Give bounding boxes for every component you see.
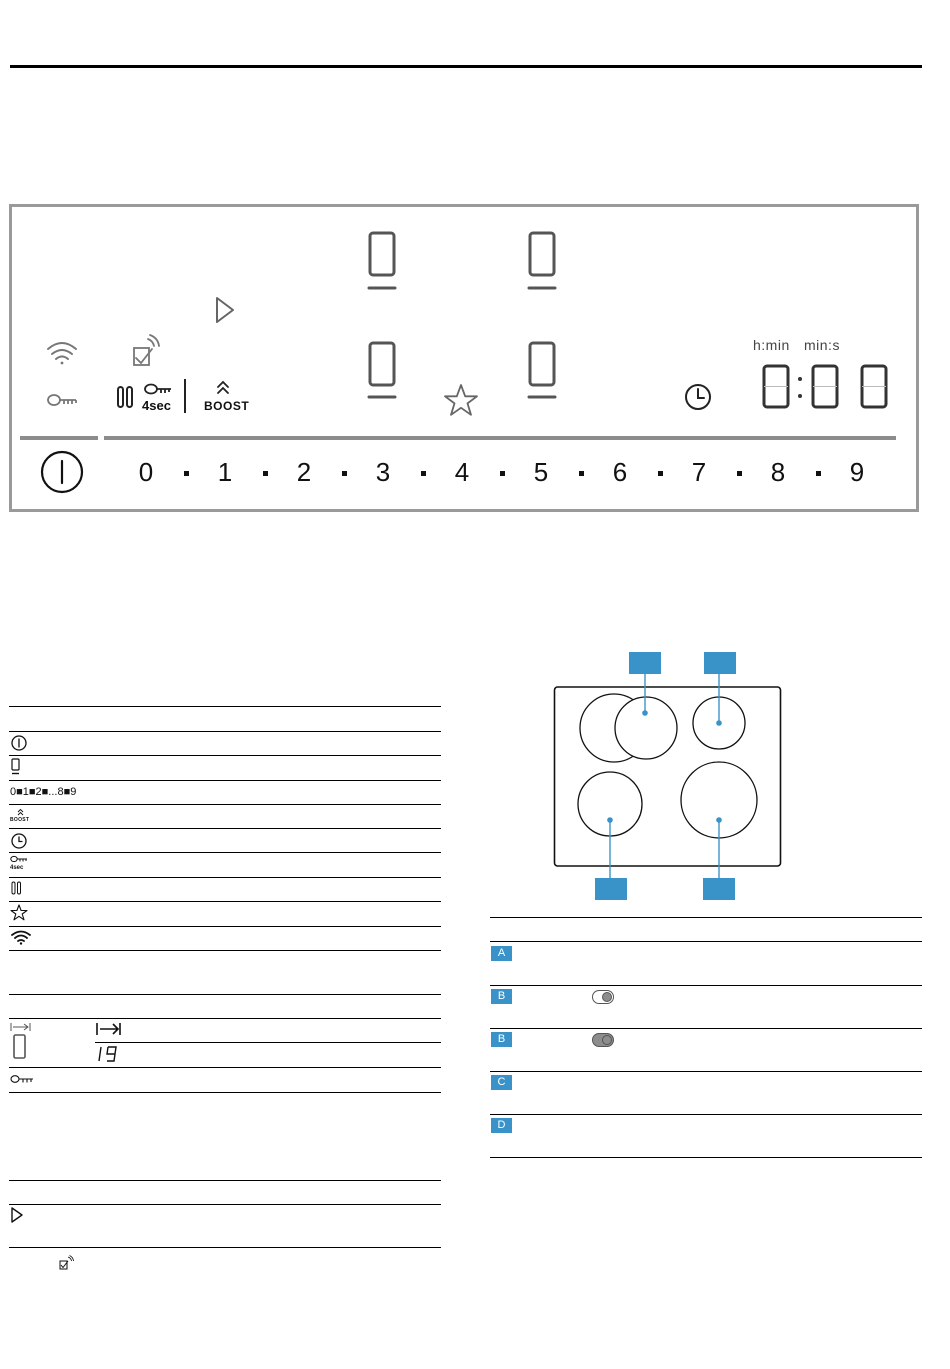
childlock-key-icon (10, 855, 30, 865)
zone-c-marker (607, 817, 613, 823)
zone-tag-b (704, 652, 736, 674)
hob-diagram (550, 650, 790, 902)
power-level-0[interactable]: 0 (138, 457, 154, 487)
symbol-table-rule (9, 901, 441, 902)
clock-icon (10, 832, 28, 850)
power-level-6[interactable]: 6 (612, 457, 628, 487)
timer-display (764, 366, 886, 407)
timer-label-mins: min:s (804, 337, 840, 353)
childlock-key-icon[interactable] (145, 385, 171, 394)
zone-table-rule (490, 1071, 922, 1072)
zone-badge: B (491, 1032, 512, 1047)
power-icon[interactable] (42, 452, 82, 492)
symbol-table-rule (9, 852, 441, 853)
level-separator-dot (658, 471, 663, 476)
zone-table-rule (490, 1028, 922, 1029)
key-icon (10, 1074, 36, 1086)
zone-indicator-icon (10, 758, 22, 776)
key-icon[interactable] (48, 395, 76, 405)
level-separator-dot (342, 471, 347, 476)
level-separator-dot (184, 471, 189, 476)
power-level-9[interactable]: 9 (849, 457, 865, 487)
level-separator-dot (579, 471, 584, 476)
boost-small-label: BOOST (10, 817, 30, 823)
symbol-table-rule (9, 877, 441, 878)
boost-icon[interactable] (218, 382, 228, 393)
symbol-table-rule (9, 828, 441, 829)
zone-tag-d (703, 878, 735, 900)
wifi-icon[interactable] (48, 343, 76, 364)
power-level-2[interactable]: 2 (296, 457, 312, 487)
zone-table-rule (490, 1114, 922, 1115)
symbol-table-rule (9, 926, 441, 927)
pause-icon[interactable] (118, 387, 132, 407)
zone-badge: A (491, 946, 512, 961)
timer-table-rule (9, 1067, 441, 1068)
star-icon[interactable] (445, 385, 477, 415)
play-table-top-rule (9, 1180, 441, 1181)
timer-colon (798, 377, 802, 381)
zone-tag-a (629, 652, 661, 674)
level-slider-bar[interactable] (104, 436, 896, 440)
zone-toggle-off (592, 990, 614, 1004)
zone-badge: C (491, 1075, 512, 1090)
power-icon (10, 734, 28, 752)
level-separator-dot (263, 471, 268, 476)
level-separator-dot (816, 471, 821, 476)
timer-table-inner-rule (95, 1042, 441, 1043)
zone-badge: D (491, 1118, 512, 1133)
power-level-8[interactable]: 8 (770, 457, 786, 487)
childlock-seconds-label: 4sec (142, 398, 171, 413)
clock-icon[interactable] (686, 385, 710, 409)
timer-end-icon (10, 1021, 32, 1033)
boost-label: BOOST (204, 399, 250, 413)
level-separator-dot (421, 471, 426, 476)
star-icon (10, 904, 28, 921)
level-separator-dot (737, 471, 742, 476)
zone-badge: B (491, 989, 512, 1004)
power-level-5[interactable]: 5 (533, 457, 549, 487)
symbol-table-rule (9, 804, 441, 805)
zone-digit-icon (12, 1034, 28, 1060)
play-icon (10, 1207, 24, 1223)
timer-display-icon (96, 1045, 120, 1063)
power-level-3[interactable]: 3 (375, 457, 391, 487)
symbol-table-rule (9, 755, 441, 756)
zone-indicator-rear-right (529, 343, 555, 397)
play-table-rule (9, 1204, 441, 1205)
timer-label-hmin: h:min (753, 337, 790, 353)
zone-d-marker (716, 817, 722, 823)
timer-table-rule (9, 1092, 441, 1093)
symbol-table-top-rule (9, 706, 441, 707)
power-level-7[interactable]: 7 (691, 457, 707, 487)
cooking-zone-a-inner (615, 697, 677, 759)
zone-toggle-on (592, 1033, 614, 1047)
power-level-1[interactable]: 1 (217, 457, 233, 487)
power-level-4[interactable]: 4 (454, 457, 470, 487)
zone-table-rule (490, 985, 922, 986)
zone-table-rule (490, 1157, 922, 1158)
zone-tag-c (595, 878, 627, 900)
symbol-table-rule (9, 731, 441, 732)
zone-table-rule (490, 941, 922, 942)
zone-table-top-rule (490, 917, 922, 918)
level-separator-dot (500, 471, 505, 476)
zone-indicator-front-right (529, 233, 555, 288)
zone-indicator-rear-left (369, 343, 395, 397)
play-icon[interactable] (217, 298, 233, 322)
wifi-icon (10, 929, 32, 945)
home-connect-icon (58, 1255, 74, 1271)
timer-table-rule (9, 1018, 441, 1019)
play-table-rule (9, 1247, 441, 1248)
pause-icon (10, 881, 24, 895)
home-connect-icon[interactable] (134, 335, 159, 365)
power-slider-bar (20, 436, 98, 440)
zone-b-marker (716, 720, 722, 726)
level-sequence-text: 0■1■2■...8■9 (10, 786, 77, 798)
zone-indicator-front-left (369, 233, 395, 288)
childlock-small-label: 4sec (10, 865, 24, 871)
top-rule (10, 65, 922, 68)
timer-table-top-rule (9, 994, 441, 995)
symbol-table-rule (9, 950, 441, 951)
control-panel (9, 204, 919, 512)
zone-a-marker (642, 710, 648, 716)
timer-end-large-icon (96, 1021, 122, 1037)
symbol-table-rule (9, 780, 441, 781)
